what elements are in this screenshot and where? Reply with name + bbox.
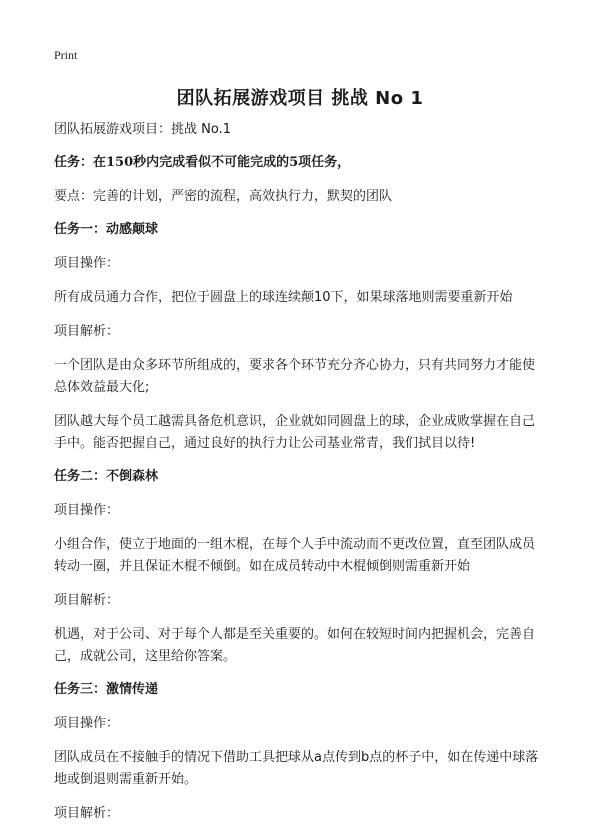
task1-op-text: 所有成员通力合作，把位于圆盘上的球连续颠10下，如果球落地则需要重新开始 [54, 290, 513, 305]
task2-op-label: 项目操作： [54, 503, 120, 518]
task1-heading: 任务一：动感颠球 [54, 222, 159, 237]
task2-analysis-p1: 机遇，对于公司、对于每个人都是至关重要的。如何在较短时间内把握机会，完善自己，成就公司，这里给你答案。 [54, 627, 536, 664]
task2-heading: 任务二：不倒森林 [54, 469, 159, 484]
print-link[interactable]: Print [54, 48, 78, 62]
task3-op-label: 项目操作： [54, 716, 120, 731]
task1-analysis-p2: 团队越大每个员工越需具备危机意识，企业就如同圆盘上的球，企业成败掌握在自己手中。能否把握自己，通过良好的执行力让公司基业常青，我们拭目以待! [54, 414, 536, 451]
task3-analysis-label: 项目解析： [54, 806, 120, 821]
document-body [54, 119, 546, 837]
task1-analysis-label: 项目解析： [54, 324, 120, 339]
task3-op-text: 团队成员在不接触手的情况下借助工具把球从a点传到b点的杯子中，如在传递中球落地或倒退则需重新开始。 [54, 750, 539, 787]
doc-subtitle: 团队拓展游戏项目：挑战 No.1 [54, 122, 231, 137]
key-points: 要点：完善的计划，严密的流程，高效执行力，默契的团队 [54, 189, 393, 204]
task3-heading: 任务三：激情传递 [54, 682, 159, 697]
task1-op-label: 项目操作： [54, 256, 120, 271]
task-intro-heading: 任务：在150秒内完成看似不可能完成的5项任务， [54, 155, 351, 170]
task1-analysis-p1: 一个团队是由众多环节所组成的，要求各个环节充分齐心协力，只有共同努力才能使总体效益最大化; [54, 358, 536, 395]
task2-analysis-label: 项目解析： [54, 593, 120, 608]
task2-op-text: 小组合作，使立于地面的一组木棍，在每个人手中流动而不更改位置，直至团队成员转动一圈，并且保证木棍不倾倒。如在成员转动中木棍倾倒则需重新开始 [54, 537, 536, 574]
page-title: 团队拓展游戏项目 挑战 No 1 [176, 88, 424, 109]
